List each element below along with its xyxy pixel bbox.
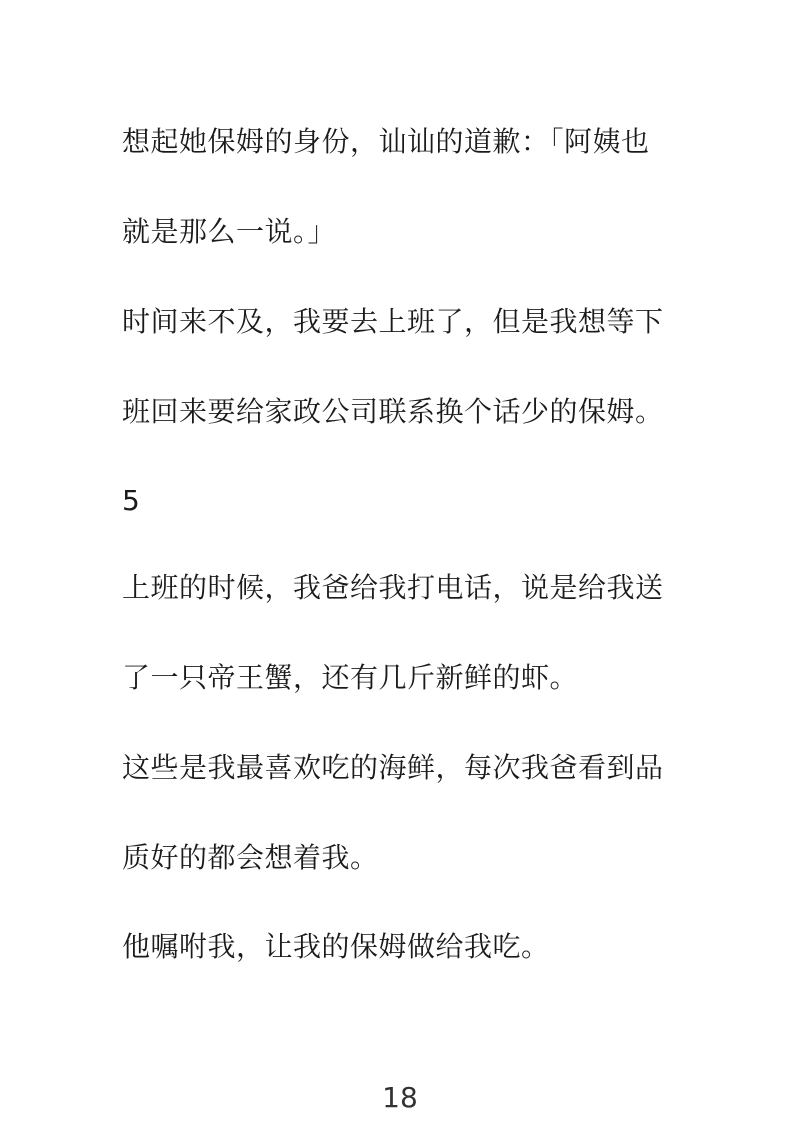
text-line: 想起她保姆的身份，讪讪的道歉：「阿姨也 [122, 125, 650, 158]
text-line: 这些是我最喜欢吃的海鲜，每次我爸看到品 [122, 751, 664, 784]
text-line: 就是那么一说。」 [122, 215, 337, 248]
text-line: 他嘱咐我，让我的保姆做给我吃。 [122, 930, 550, 963]
page-number: 18 [382, 1081, 418, 1114]
text-line: 了一只帝王蟹，还有几斤新鲜的虾。 [122, 661, 579, 694]
text-line: 上班的时候，我爸给我打电话，说是给我送 [122, 571, 664, 604]
text-line: 质好的都会想着我。 [122, 841, 379, 874]
text-line: 班回来要给家政公司联系换个话少的保姆。 [122, 395, 664, 428]
chapter-number: 5 [122, 484, 141, 517]
text-line: 时间来不及，我要去上班了，但是我想等下 [122, 305, 664, 338]
